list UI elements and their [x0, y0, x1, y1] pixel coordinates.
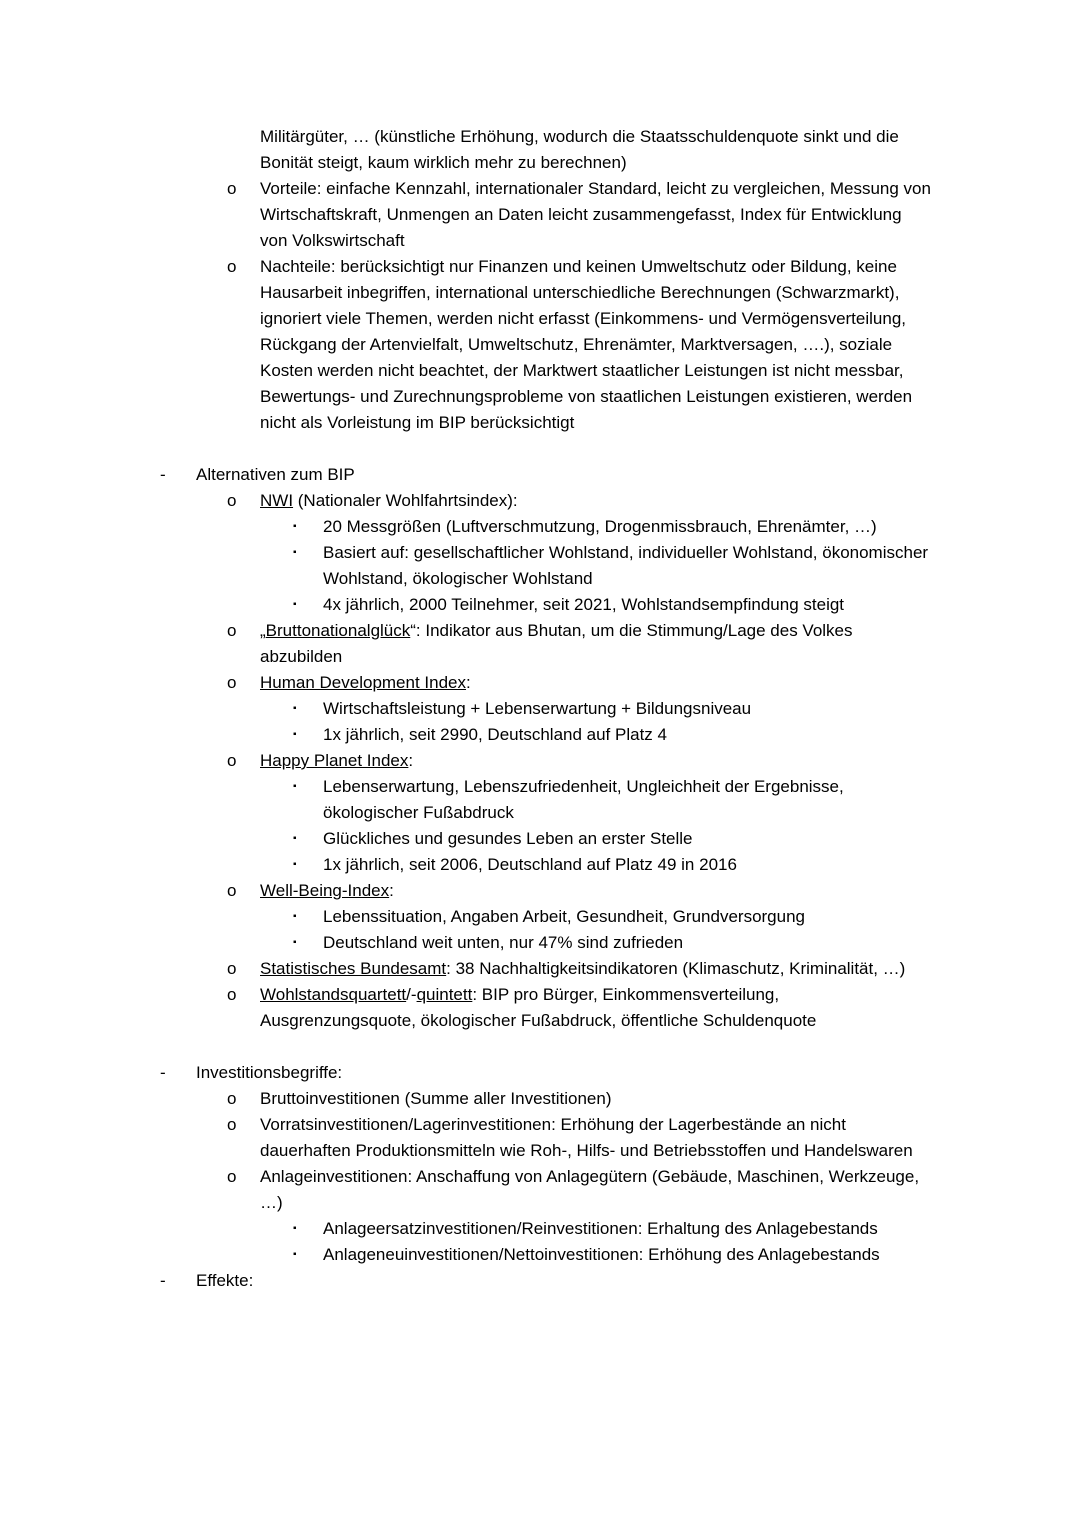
text-segment: Anlageersatzinvestitionen/Reinvestitionen: Erhaltung des Anlagebestands	[323, 1219, 878, 1238]
list-item-text	[323, 722, 932, 748]
list-item-text	[323, 930, 932, 956]
text-segment: : BIP pro Bürger, Einkommensverteilung, Ausgrenzungsquote, ökologischer Fußabdruck, öffentliche Schuldenquote	[260, 985, 817, 1030]
list-item-text	[260, 670, 932, 696]
text-segment: Effekte:	[196, 1271, 254, 1290]
list-item	[227, 1086, 932, 1112]
text-segment: Alternativen zum BIP	[196, 465, 355, 484]
list-item	[293, 696, 932, 722]
list-item	[293, 930, 932, 956]
bullet-marker-circle: o	[227, 1167, 237, 1186]
list-item	[160, 462, 932, 488]
text-segment: Vorratsinvestitionen/Lagerinvestitionen: Erhöhung der Lagerbestände an nicht dauerhaften Produktionsmitteln wie Roh-, Hilfs- und Betriebsstoffen und Handelswaren	[260, 1115, 913, 1160]
list-item-text	[260, 124, 932, 176]
text-segment: Lebenserwartung, Lebenszufriedenheit, Ungleichheit der Ergebnisse, ökologischer Fußabdruck	[323, 777, 844, 822]
text-segment: 1x jährlich, seit 2006, Deutschland auf Platz 49 in 2016	[323, 855, 737, 874]
bullet-marker-square: ▪	[293, 521, 297, 532]
list-item-text	[323, 826, 932, 852]
list-item-text	[260, 254, 932, 436]
bullet-marker-dash: -	[160, 465, 166, 484]
bullet-marker-square: ▪	[293, 859, 297, 870]
list-item	[293, 722, 932, 748]
underlined-term: Well-Being-Index	[260, 881, 390, 900]
bullet-marker-circle: o	[227, 1115, 237, 1134]
bullet-marker-square: ▪	[293, 833, 297, 844]
list-item-text	[323, 852, 932, 878]
text-segment: Vorteile: einfache Kennzahl, internationaler Standard, leicht zu vergleichen, Messung von Wirtschaftskraft, Unmengen an Daten leicht zusammengefasst, Index für Entwicklung von Volkswirtschaft	[260, 179, 931, 250]
list-item-text	[323, 1242, 932, 1268]
text-segment: /-	[406, 985, 417, 1004]
text-segment: Basiert auf: gesellschaftlicher Wohlstand, individueller Wohlstand, ökonomischer Wohlstand, ökologischer Wohlstand	[323, 543, 929, 588]
list-item	[227, 488, 932, 514]
list-item-text	[260, 878, 932, 904]
bullet-marker-circle: o	[227, 985, 237, 1004]
list-item-text	[323, 774, 932, 826]
bullet-marker-circle: o	[227, 1089, 237, 1108]
list-item-text	[323, 540, 932, 592]
list-item	[293, 774, 932, 826]
text-segment: Nachteile: berücksichtigt nur Finanzen und keinen Umweltschutz oder Bildung, keine Hausarbeit inbegriffen, international unterschiedliche Berechnungen (Schwarzmarkt), ignoriert viele Themen, werden nicht erfasst (Einkommens- und Vermögensverteilung, Rückgang der Artenvielfalt, Umweltschutz, Ehrenämter, Marktversagen, ….), soziale Kosten werden nicht beachtet, der Marktwert staatlicher Leistungen ist nicht messbar, Bewertungs- und Zurechnungsprobleme von staatlichen Leistungen existieren, werden nicht als Vorleistung im BIP berücksichtigt	[260, 257, 913, 432]
list-item	[227, 956, 932, 982]
text-segment: 4x jährlich, 2000 Teilnehmer, seit 2021, Wohlstandsempfindung steigt	[323, 595, 845, 614]
underlined-term: Human Development Index	[260, 673, 467, 692]
text-segment: 20 Messgrößen (Luftverschmutzung, Drogenmissbrauch, Ehrenämter, …)	[323, 517, 877, 536]
list-item-text	[260, 488, 932, 514]
list-item-text	[323, 514, 932, 540]
list-item	[293, 514, 932, 540]
text-segment: Glückliches und gesundes Leben an erster Stelle	[323, 829, 693, 848]
text-segment: “: Indikator aus Bhutan, um die Stimmung/Lage des Volkes abzubilden	[260, 621, 853, 666]
text-segment: 1x jährlich, seit 2990, Deutschland auf Platz 4	[323, 725, 667, 744]
text-segment: (Nationaler Wohlfahrtsindex):	[293, 491, 518, 510]
list-item-text	[196, 1060, 932, 1086]
list-item	[293, 852, 932, 878]
text-segment: Militärgüter, … (künstliche Erhöhung, wodurch die Staatsschuldenquote sinkt und die Bonität steigt, kaum wirklich mehr zu berechnen)	[260, 127, 899, 172]
underlined-term: quintett	[416, 985, 473, 1004]
underlined-term: Statistisches Bundesamt	[260, 959, 447, 978]
text-segment: Deutschland weit unten, nur 47% sind zufrieden	[323, 933, 684, 952]
list-item	[227, 176, 932, 254]
list-item-text	[260, 1164, 932, 1216]
bullet-marker-square: ▪	[293, 703, 297, 714]
text-segment: :	[389, 881, 394, 900]
list-item	[227, 670, 932, 696]
list-item-text	[260, 1112, 932, 1164]
list-item	[227, 878, 932, 904]
list-item	[293, 904, 932, 930]
bullet-marker-square: ▪	[293, 937, 297, 948]
list-item	[293, 1216, 932, 1242]
bullet-marker-circle: o	[227, 257, 237, 276]
text-segment: : 38 Nachhaltigkeitsindikatoren (Klimaschutz, Kriminalität, …)	[446, 959, 906, 978]
list-item-text	[260, 1086, 932, 1112]
list-item-text	[260, 956, 932, 982]
underlined-term: Happy Planet Index	[260, 751, 409, 770]
bullet-marker-circle: o	[227, 179, 237, 198]
list-item-text	[260, 618, 932, 670]
bullet-marker-circle: o	[227, 673, 237, 692]
underlined-term: Wohlstandsquartett	[260, 985, 407, 1004]
list-item	[293, 592, 932, 618]
list-item-text	[260, 176, 932, 254]
bullet-marker-circle: o	[227, 751, 237, 770]
list-item-text	[323, 696, 932, 722]
list-item	[227, 1112, 932, 1164]
bullet-marker-square: ▪	[293, 1249, 297, 1260]
list-item	[227, 618, 932, 670]
list-item-text	[323, 592, 932, 618]
text-segment: Investitionsbegriffe:	[196, 1063, 343, 1082]
text-segment: Anlageinvestitionen: Anschaffung von Anlagegütern (Gebäude, Maschinen, Werkzeuge, …)	[260, 1167, 920, 1212]
underlined-term: NWI	[260, 491, 294, 510]
bullet-marker-dash: -	[160, 1063, 166, 1082]
bullet-marker-dash: -	[160, 1271, 166, 1290]
text-segment: „	[260, 621, 266, 640]
list-item	[293, 826, 932, 852]
list-item	[160, 1268, 932, 1294]
list-item	[293, 1242, 932, 1268]
text-segment: Wirtschaftsleistung + Lebenserwartung + Bildungsniveau	[323, 699, 752, 718]
list-item-text	[196, 462, 932, 488]
bullet-marker-circle: o	[227, 881, 237, 900]
bullet-marker-square: ▪	[293, 911, 297, 922]
document-page	[160, 124, 932, 1294]
list-item-text	[323, 1216, 932, 1242]
list-item	[160, 1060, 932, 1086]
bullet-marker-square: ▪	[293, 547, 297, 558]
bullet-marker-circle: o	[227, 621, 237, 640]
list-item	[227, 748, 932, 774]
bullet-marker-square: ▪	[293, 729, 297, 740]
list-item-text	[260, 748, 932, 774]
list-item	[227, 254, 932, 436]
list-item-text	[260, 982, 932, 1034]
bullet-marker-circle: o	[227, 491, 237, 510]
list-item	[293, 540, 932, 592]
text-segment: Bruttoinvestitionen (Summe aller Investitionen)	[260, 1089, 612, 1108]
list-item-text	[323, 904, 932, 930]
text-segment: Lebenssituation, Angaben Arbeit, Gesundheit, Grundversorgung	[323, 907, 806, 926]
text-segment: Anlageneuinvestitionen/Nettoinvestitionen: Erhöhung des Anlagebestands	[323, 1245, 880, 1264]
list-item	[227, 982, 932, 1034]
bullet-marker-square: ▪	[293, 599, 297, 610]
text-segment: :	[408, 751, 414, 770]
list-item-text	[196, 1268, 932, 1294]
text-segment: :	[466, 673, 471, 692]
bullet-marker-circle: o	[227, 959, 237, 978]
bullet-marker-square: ▪	[293, 781, 297, 792]
bullet-marker-square: ▪	[293, 1223, 297, 1234]
underlined-term: Bruttonationalglück	[265, 621, 411, 640]
list-item	[227, 1164, 932, 1216]
list-item	[260, 124, 932, 176]
